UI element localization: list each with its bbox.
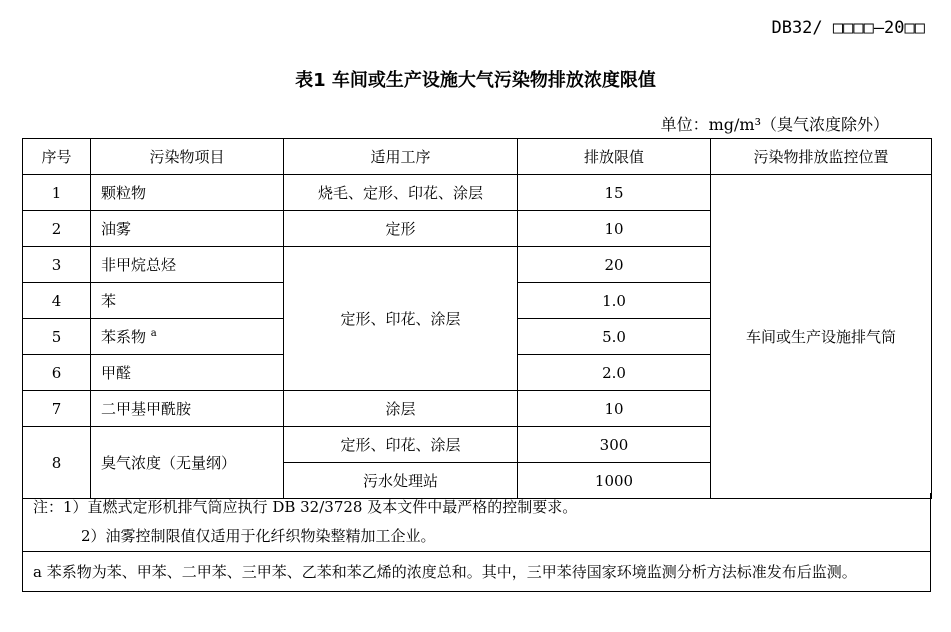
cell-limit: 20 xyxy=(518,247,711,283)
note-2: 2）油雾控制限值仅适用于化纤织物染整精加工企业。 xyxy=(81,527,436,545)
notes-box xyxy=(22,493,931,592)
table-title: 表1 车间或生产设施大气污染物排放浓度限值 xyxy=(295,70,656,91)
note-1: 注：1）直燃式定形机排气筒应执行 DB 32/3728 及本文件中最严格的控制要求。 xyxy=(33,498,578,516)
cell-item: 油雾 xyxy=(91,211,284,247)
cell-limit: 5.0 xyxy=(518,319,711,355)
cell-process: 涂层 xyxy=(284,391,518,427)
table-header-row xyxy=(23,139,932,175)
standard-code: DB32/ □□□□—20□□ xyxy=(771,18,925,38)
cell-no: 1 xyxy=(23,175,91,211)
cell-item: 非甲烷总烃 xyxy=(91,247,284,283)
unit-label: 单位：mg/m³（臭气浓度除外） xyxy=(660,115,889,134)
cell-no: 3 xyxy=(23,247,91,283)
cell-item xyxy=(91,319,284,355)
cell-no: 6 xyxy=(23,355,91,391)
cell-limit: 15 xyxy=(518,175,711,211)
cell-item: 甲醛 xyxy=(91,355,284,391)
cell-no: 5 xyxy=(23,319,91,355)
table-row xyxy=(23,175,932,211)
footnote-marker: a xyxy=(150,328,157,339)
cell-item: 二甲基甲酰胺 xyxy=(91,391,284,427)
cell-item: 颗粒物 xyxy=(91,175,284,211)
cell-no: 2 xyxy=(23,211,91,247)
cell-item-text: 苯系物 xyxy=(101,328,147,346)
footnote-a: a 苯系物为苯、甲苯、二甲苯、三甲苯、乙苯和苯乙烯的浓度总和。其中，三甲苯待国家环境监测分析方法标准发布后监测。 xyxy=(23,551,930,591)
col-header-item: 污染物项目 xyxy=(91,139,284,175)
cell-process: 污水处理站 xyxy=(284,463,518,499)
col-header-limit: 排放限值 xyxy=(518,139,711,175)
cell-limit: 1.0 xyxy=(518,283,711,319)
col-header-no: 序号 xyxy=(23,139,91,175)
cell-limit: 10 xyxy=(518,211,711,247)
cell-no: 7 xyxy=(23,391,91,427)
cell-item: 臭气浓度（无量纲） xyxy=(91,427,284,499)
cell-limit: 1000 xyxy=(518,463,711,499)
cell-monitor-location: 车间或生产设施排气筒 xyxy=(711,175,932,499)
emission-limit-table xyxy=(22,138,932,499)
cell-process: 定形、印花、涂层 xyxy=(284,427,518,463)
cell-no: 4 xyxy=(23,283,91,319)
cell-no: 8 xyxy=(23,427,91,499)
cell-limit: 10 xyxy=(518,391,711,427)
col-header-monitor: 污染物排放监控位置 xyxy=(711,139,932,175)
cell-process: 定形 xyxy=(284,211,518,247)
cell-process: 烧毛、定形、印花、涂层 xyxy=(284,175,518,211)
cell-process-merged: 定形、印花、涂层 xyxy=(284,247,518,391)
cell-limit: 2.0 xyxy=(518,355,711,391)
col-header-process: 适用工序 xyxy=(284,139,518,175)
cell-limit: 300 xyxy=(518,427,711,463)
cell-item: 苯 xyxy=(91,283,284,319)
